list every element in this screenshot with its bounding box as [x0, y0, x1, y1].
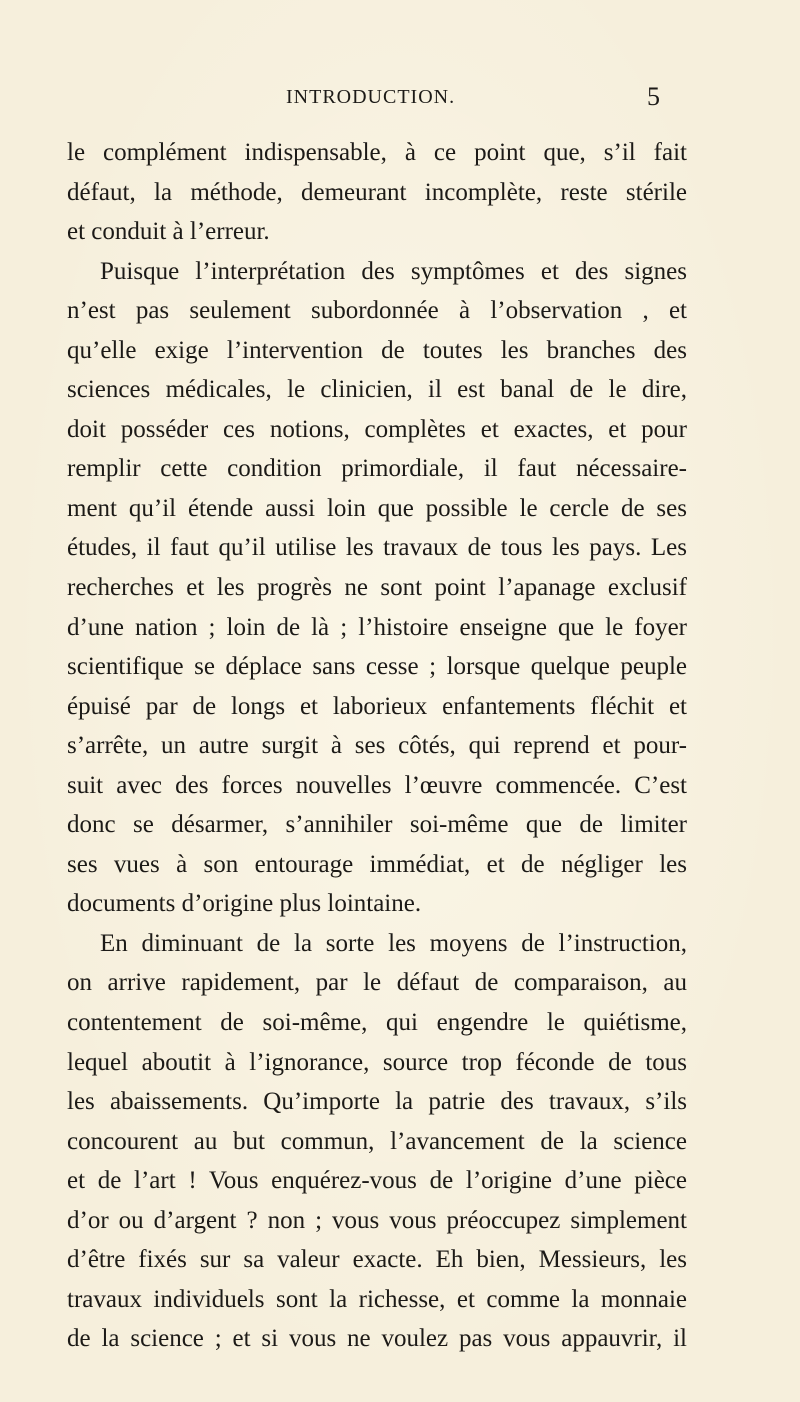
text-line: doit posséder ces notions, complètes et exactes, et pour	[67, 415, 687, 443]
text-line: n’est pas seulement subordonnée à l’observation , et	[67, 297, 687, 325]
text-line: donc se désarmer, s’annihiler soi-même que de limiter	[67, 811, 687, 839]
text-line: d’une nation ; loin de là ; l’histoire enseigne que le foyer	[67, 613, 687, 641]
running-head: INTRODUCTION.	[286, 86, 456, 108]
text-line: études, il faut qu’il utilise les travaux de tous les pays. Les	[67, 534, 687, 562]
text-line: contentement de soi-même, qui engendre le quiétisme,	[67, 1009, 687, 1037]
page-number: 5	[647, 82, 660, 111]
text-line: qu’elle exige l’intervention de toutes les branches des	[67, 336, 687, 364]
text-line: épuisé par de longs et laborieux enfantements fléchit et	[67, 692, 687, 720]
text-line: et conduit à l’erreur.	[67, 218, 270, 246]
text-line: défaut, la méthode, demeurant incomplète, reste stérile	[67, 178, 687, 206]
text-line: ment qu’il étende aussi loin que possible le cercle de ses	[67, 494, 687, 522]
text-line: recherches et les progrès ne sont point l’apanage exclusif	[67, 574, 687, 602]
text-line: s’arrête, un autre surgit à ses côtés, qui reprend et pour-	[67, 732, 687, 760]
text-line: de la science ; et si vous ne voulez pas vous appauvrir, il	[67, 1325, 687, 1353]
text-line: scientifique se déplace sans cesse ; lorsque quelque peuple	[67, 653, 687, 681]
text-line: concourent au but commun, l’avancement de la science	[67, 1127, 687, 1155]
text-line: d’être fixés sur sa valeur exacte. Eh bien, Messieurs, les	[67, 1246, 687, 1274]
text-line: Puisque l’interprétation des symptômes et des signes	[100, 257, 687, 285]
text-line: travaux individuels sont la richesse, et comme la monnaie	[67, 1285, 687, 1313]
text-line: lequel aboutit à l’ignorance, source trop féconde de tous	[67, 1048, 687, 1076]
text-line: remplir cette condition primordiale, il faut nécessaire-	[67, 455, 687, 483]
text-line: les abaissements. Qu’importe la patrie des travaux, s’ils	[67, 1088, 687, 1116]
body-text	[67, 133, 687, 1359]
text-line: ses vues à son entourage immédiat, et de négliger les	[67, 850, 687, 878]
text-line: sciences médicales, le clinicien, il est banal de le dire,	[67, 376, 687, 404]
text-line: En diminuant de la sorte les moyens de l’instruction,	[100, 929, 687, 957]
text-line: suit avec des forces nouvelles l’œuvre commencée. C’est	[67, 771, 687, 799]
page-header	[0, 82, 800, 116]
text-line: d’or ou d’argent ? non ; vous vous préoccupez simplement	[67, 1206, 687, 1234]
text-line: le complément indispensable, à ce point que, s’il fait	[67, 139, 687, 166]
text-line: on arrive rapidement, par le défaut de comparaison, au	[67, 969, 687, 997]
text-line: et de l’art ! Vous enquérez-vous de l’origine d’une pièce	[67, 1167, 687, 1195]
text-line: documents d’origine plus lointaine.	[67, 890, 422, 918]
